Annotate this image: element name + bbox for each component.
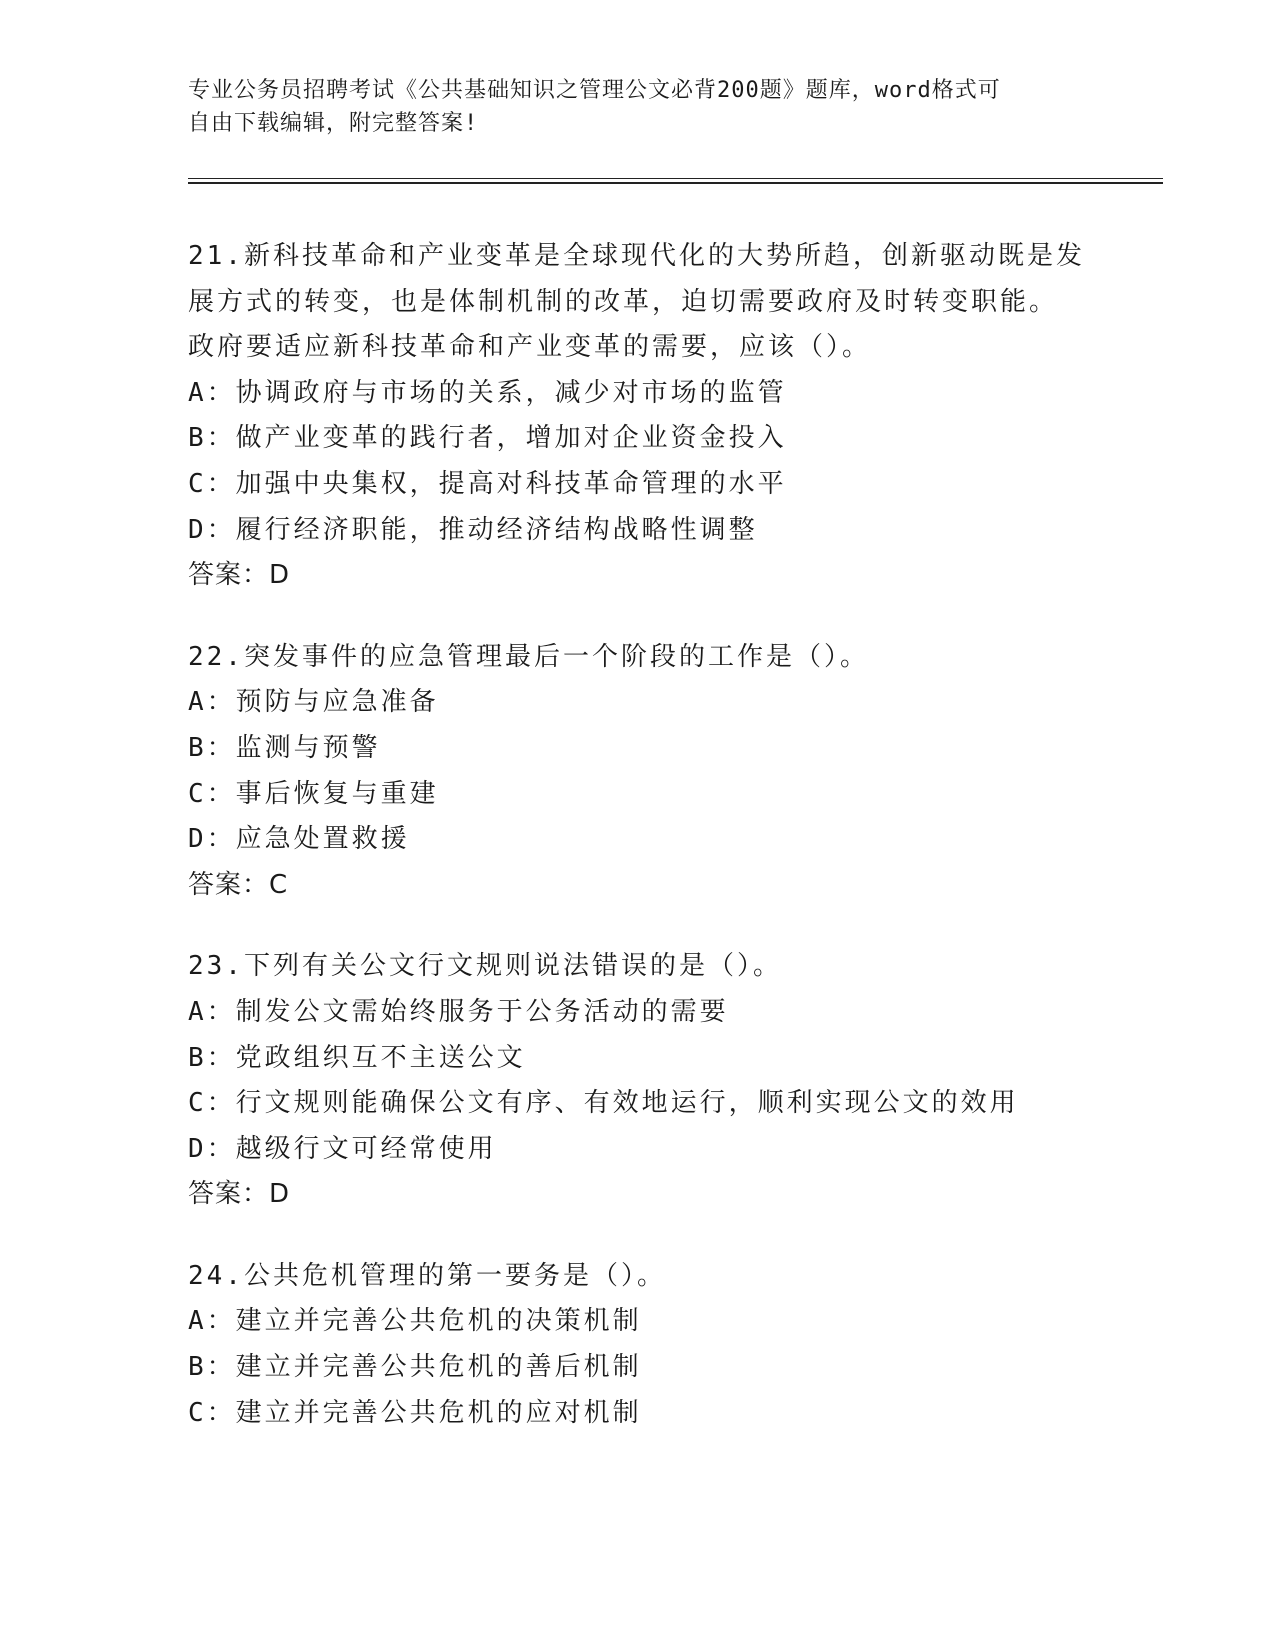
option-b: B：党政组织互不主送公文: [188, 1042, 526, 1073]
answer: 答案：D: [188, 560, 291, 591]
option-d: D：应急处置救援: [188, 824, 410, 855]
option-a: A：制发公文需始终服务于公务活动的需要: [188, 996, 729, 1027]
option-d: D：履行经济职能，推动经济结构战略性调整: [188, 514, 758, 545]
option-b: B：监测与预警: [188, 732, 381, 763]
option-b: B：做产业变革的践行者，增加对企业资金投入: [188, 423, 787, 454]
stem-line: 22.突发事件的应急管理最后一个阶段的工作是（）。: [188, 641, 869, 672]
answer: 答案：C: [188, 869, 289, 900]
document-header: [188, 74, 1088, 140]
question-21: [188, 234, 1088, 599]
header-line-2: 自由下载编辑，附完整答案!: [188, 111, 479, 136]
option-a: A：预防与应急准备: [188, 687, 439, 718]
question-23: [188, 944, 1088, 1218]
question-24: [188, 1254, 1088, 1436]
stem-line: 政府要适应新科技革命和产业变革的需要，应该（）。: [188, 332, 872, 363]
option-c: C：建立并完善公共危机的应对机制: [188, 1397, 642, 1428]
answer: 答案：D: [188, 1179, 291, 1210]
header-line-1: 专业公务员招聘考试《公共基础知识之管理公文必背200题》题库，word格式可: [188, 78, 1001, 103]
question-list: [188, 234, 1088, 1472]
option-c: C：事后恢复与重建: [188, 778, 439, 809]
option-a: A：协调政府与市场的关系，减少对市场的监管: [188, 377, 787, 408]
option-c: C：加强中央集权，提高对科技革命管理的水平: [188, 468, 787, 499]
option-b: B：建立并完善公共危机的善后机制: [188, 1352, 642, 1383]
header-divider-thick: [188, 182, 1163, 184]
option-d: D：越级行文可经常使用: [188, 1133, 497, 1164]
header-divider-thin: [188, 178, 1163, 179]
stem-line: 23.下列有关公文行文规则说法错误的是（）。: [188, 951, 782, 982]
stem-line: 展方式的转变，也是体制机制的改革，迫切需要政府及时转变职能。: [188, 286, 1059, 317]
question-stem: [188, 635, 1088, 681]
stem-line: 21.新科技革命和产业变革是全球现代化的大势所趋，创新驱动既是发: [188, 241, 1085, 271]
option-c: C：行文规则能确保公文有序、有效地运行，顺利实现公文的效用: [188, 1088, 1019, 1119]
question-stem: [188, 234, 1088, 371]
option-a: A：建立并完善公共危机的决策机制: [188, 1306, 642, 1337]
question-stem: [188, 1254, 1088, 1300]
stem-line: 24.公共危机管理的第一要务是（）。: [188, 1260, 666, 1291]
question-stem: [188, 944, 1088, 990]
question-22: [188, 635, 1088, 909]
